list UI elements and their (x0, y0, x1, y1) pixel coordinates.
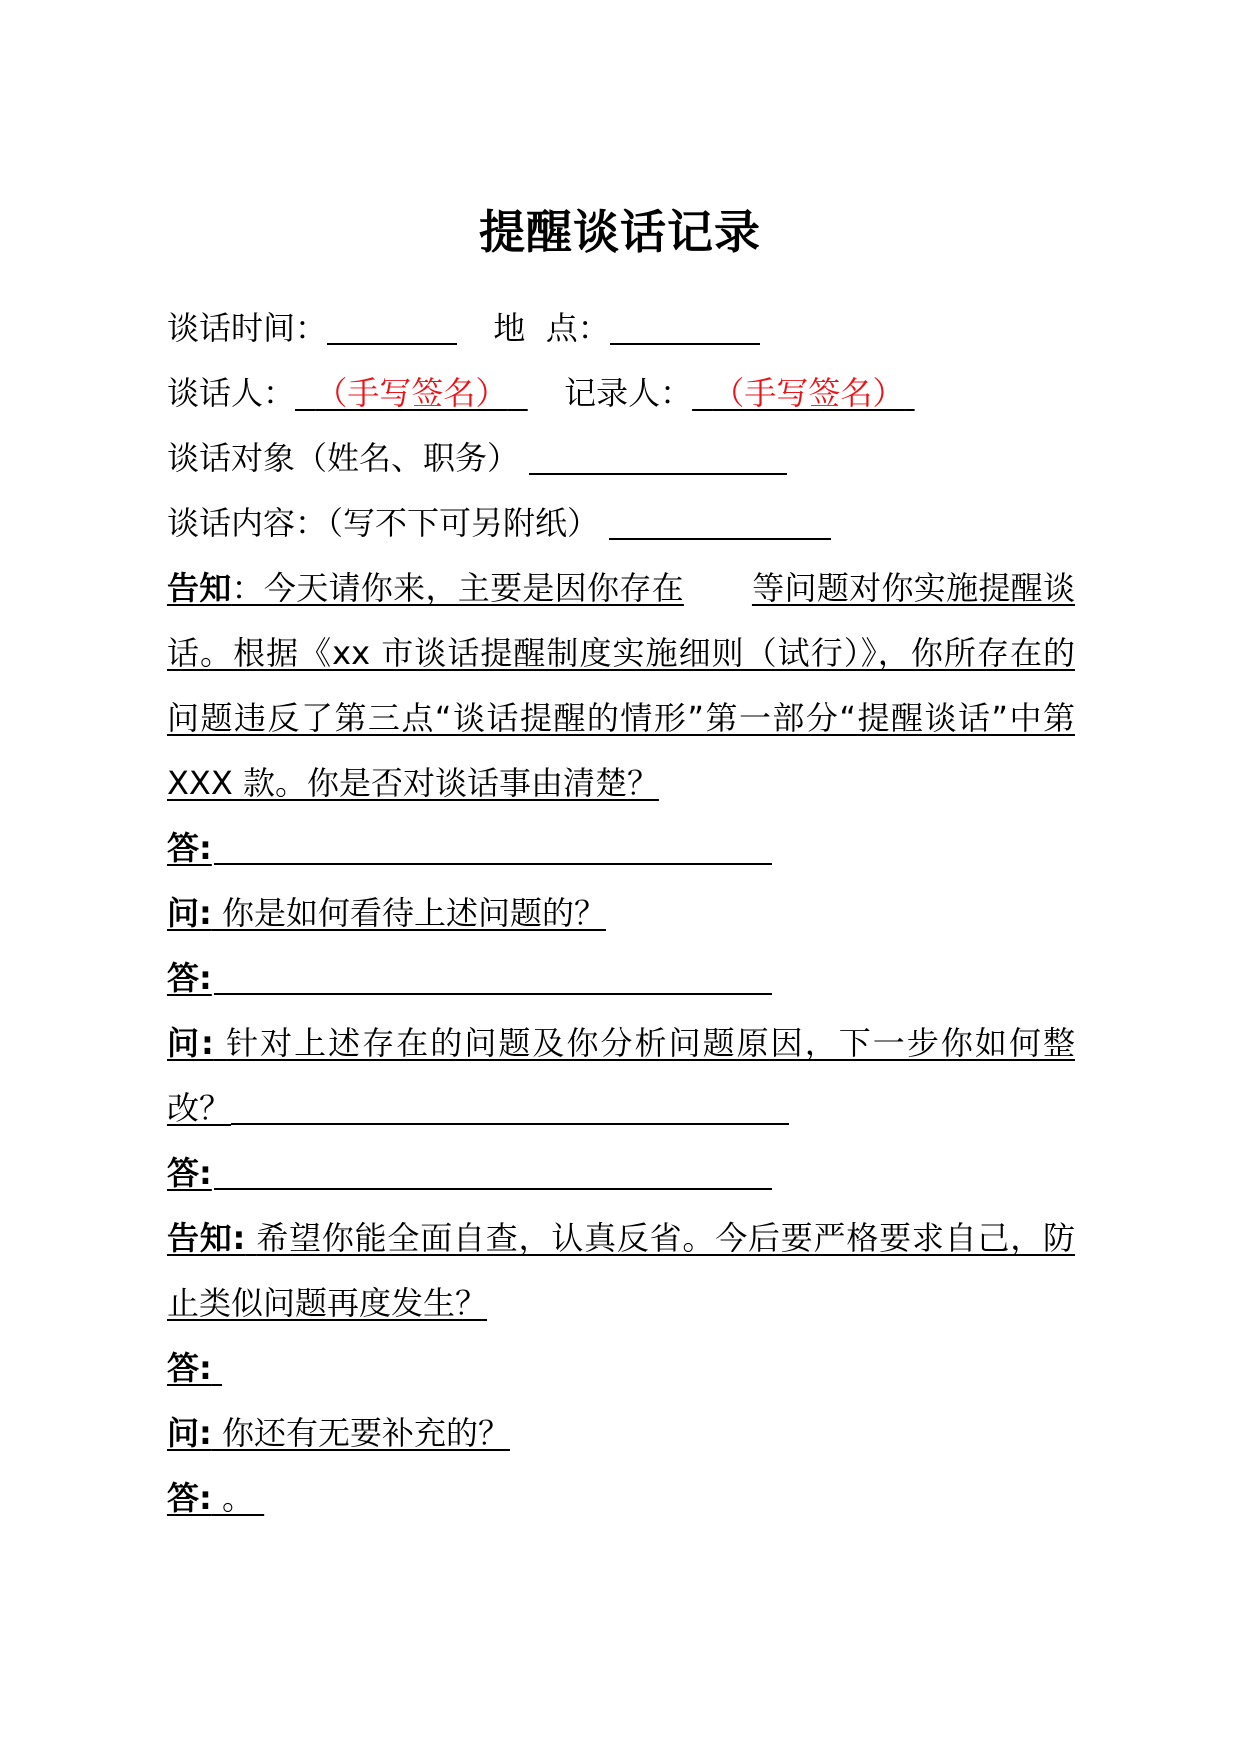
answer-line-4 (167, 1346, 222, 1390)
page-title: 提醒谈话记录 (479, 205, 761, 259)
recorder-signature[interactable]: （手写签名） (712, 374, 905, 412)
place-field[interactable] (610, 309, 760, 345)
question-text-3: 你还有无要补充的？ (221, 1414, 510, 1452)
time-place-line (167, 306, 760, 350)
answer-line-1 (167, 826, 772, 870)
final-answer-text: 。 (221, 1479, 254, 1517)
notice-text-1a: ：今天请你来，主要是因你存在 (231, 569, 684, 607)
question-line-1 (167, 891, 606, 935)
question-label-3: 问: (167, 1414, 212, 1452)
place-label: 地 点： (493, 309, 610, 347)
recorder-label: 记录人： (564, 374, 693, 412)
notice-paragraph-2 (167, 1206, 1075, 1336)
notice-label-1: 告知 (167, 569, 232, 607)
answer-field-3[interactable] (214, 1154, 772, 1190)
subject-label: 谈话对象（姓名、职务） (167, 439, 520, 477)
notice-text-2: 希望你能全面自查，认真反省。今后要严格要求自己，防止类似问题再度发生？ (167, 1219, 1075, 1322)
question-label-1: 问: (167, 894, 212, 932)
question-paragraph-2 (167, 1011, 1075, 1141)
answer-line-final (167, 1476, 264, 1520)
subject-field[interactable] (529, 439, 787, 475)
answer-field-q2[interactable] (231, 1089, 789, 1125)
notice-label-2: 告知: (167, 1219, 246, 1257)
question-text-1: 你是如何看待上述问题的？ (221, 894, 606, 932)
answer-line-2 (167, 956, 772, 1000)
answer-label: 答: (167, 829, 212, 867)
notice-paragraph-1 (167, 556, 1075, 816)
time-label: 谈话时间： (167, 309, 328, 347)
answer-field-2[interactable] (214, 959, 772, 995)
speaker-signature[interactable]: （手写签名） (315, 374, 508, 412)
speaker-recorder-line (167, 371, 915, 415)
content-line (167, 501, 831, 545)
speaker-label: 谈话人： (167, 374, 296, 412)
question-label-2: 问: (167, 1024, 214, 1062)
answer-line-3 (167, 1151, 772, 1195)
answer-label: 答: (167, 1479, 212, 1517)
question-text-2: 针对上述存在的问题及你分析问题原因，下一步你如何整改？ (167, 1024, 1075, 1127)
content-label: 谈话内容：（写不下可另附纸） (167, 504, 600, 542)
subject-line (167, 436, 787, 480)
question-line-3 (167, 1411, 510, 1455)
answer-field-1[interactable] (214, 829, 772, 865)
answer-label: 答: (167, 1154, 212, 1192)
time-field[interactable] (327, 309, 457, 345)
answer-label: 答: (167, 959, 212, 997)
content-field[interactable] (609, 504, 831, 540)
notice-text-1b: 等问题对你实施提醒谈话。根据《xx 市谈话提醒制度实施细则（试行）》，你所存在的问题违反了第三点“谈话提醒的情形”第一部分“提醒谈话”中第 XXX 款。你是否对谈话事由清楚？ (167, 569, 1075, 802)
answer-label: 答: (167, 1349, 212, 1387)
